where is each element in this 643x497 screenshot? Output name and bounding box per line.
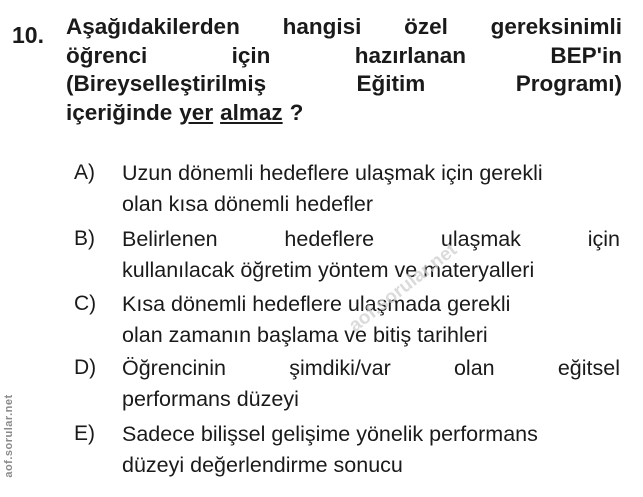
- option-line-text: düzeyi değerlendirme sonucu: [122, 453, 403, 477]
- stem-line: [66, 42, 622, 71]
- option-word: hedeflere: [284, 227, 375, 251]
- option-line: [122, 189, 620, 220]
- stem-word: Aşağıdakilerden: [66, 14, 240, 39]
- stem-word: özel: [404, 14, 448, 39]
- stem-line: [66, 99, 622, 128]
- option-text: [122, 419, 620, 481]
- option-line-text: performans düzeyi: [122, 387, 299, 411]
- option-text: [122, 158, 620, 220]
- option-text: [122, 353, 620, 415]
- stem-word: BEP'in: [550, 42, 622, 68]
- option-word: Belirlenen: [122, 227, 218, 251]
- option-line-text: olan zamanın başlama ve bitiş tarihleri: [122, 323, 488, 347]
- stem-word: içeriğinde: [66, 99, 173, 125]
- option-letter: A): [74, 161, 95, 184]
- option-word: Öğrencinin: [122, 356, 226, 380]
- option-line-text: Sadece bilişsel gelişime yönelik performans: [122, 422, 538, 446]
- option-word: ulaşmak: [440, 227, 521, 251]
- side-watermark: aof.sorular.net: [3, 394, 15, 478]
- option-line: [122, 450, 620, 481]
- option-word: şimdiki/var: [289, 356, 391, 380]
- option-line-text: olan kısa dönemli hedefler: [122, 192, 373, 216]
- option-word: eğitsel: [557, 356, 620, 380]
- option-line-text: Kısa dönemli hedeflere ulaşmada gerekli: [122, 292, 511, 316]
- stem-word: hazırlanan: [354, 42, 467, 68]
- option-letter: B): [74, 227, 95, 250]
- stem-word: için: [231, 42, 271, 68]
- option-letter: D): [74, 356, 97, 379]
- stem-word-group: [220, 99, 310, 128]
- stem-line: [66, 13, 622, 42]
- stem-word: Programı): [515, 71, 622, 96]
- stem-word: hangisi: [282, 14, 362, 39]
- stem-word: Eğitim: [356, 71, 426, 96]
- option-line: [122, 255, 620, 286]
- stem-line: [66, 70, 622, 99]
- option-line-text: kullanılacak öğretim yöntem ve materyalleri: [122, 258, 535, 282]
- option-line: [122, 353, 620, 384]
- stem-word: gereksinimli: [490, 14, 622, 39]
- emphasis-yer: yer: [179, 99, 214, 125]
- option-line: [122, 224, 620, 255]
- option-word: olan: [453, 356, 495, 380]
- question-stem: [66, 13, 622, 127]
- stem-word: öğrenci: [66, 42, 148, 68]
- option-line: [122, 158, 620, 189]
- option-line: [122, 419, 620, 450]
- option-letter: C): [74, 292, 97, 315]
- option-word: için: [587, 227, 620, 251]
- option-text: [122, 224, 620, 286]
- option-line-text: Uzun dönemli hedeflere ulaşmak için gerekli: [122, 161, 543, 185]
- option-line: [122, 384, 620, 415]
- diagonal-watermark: aof.sorular.net: [345, 239, 462, 337]
- question-number: 10.: [12, 22, 44, 48]
- stem-word: (Bireyselleştirilmiş: [66, 71, 267, 96]
- option-letter: E): [74, 422, 95, 445]
- question-mark: ?: [289, 99, 304, 125]
- emphasis-almaz: almaz: [220, 99, 283, 125]
